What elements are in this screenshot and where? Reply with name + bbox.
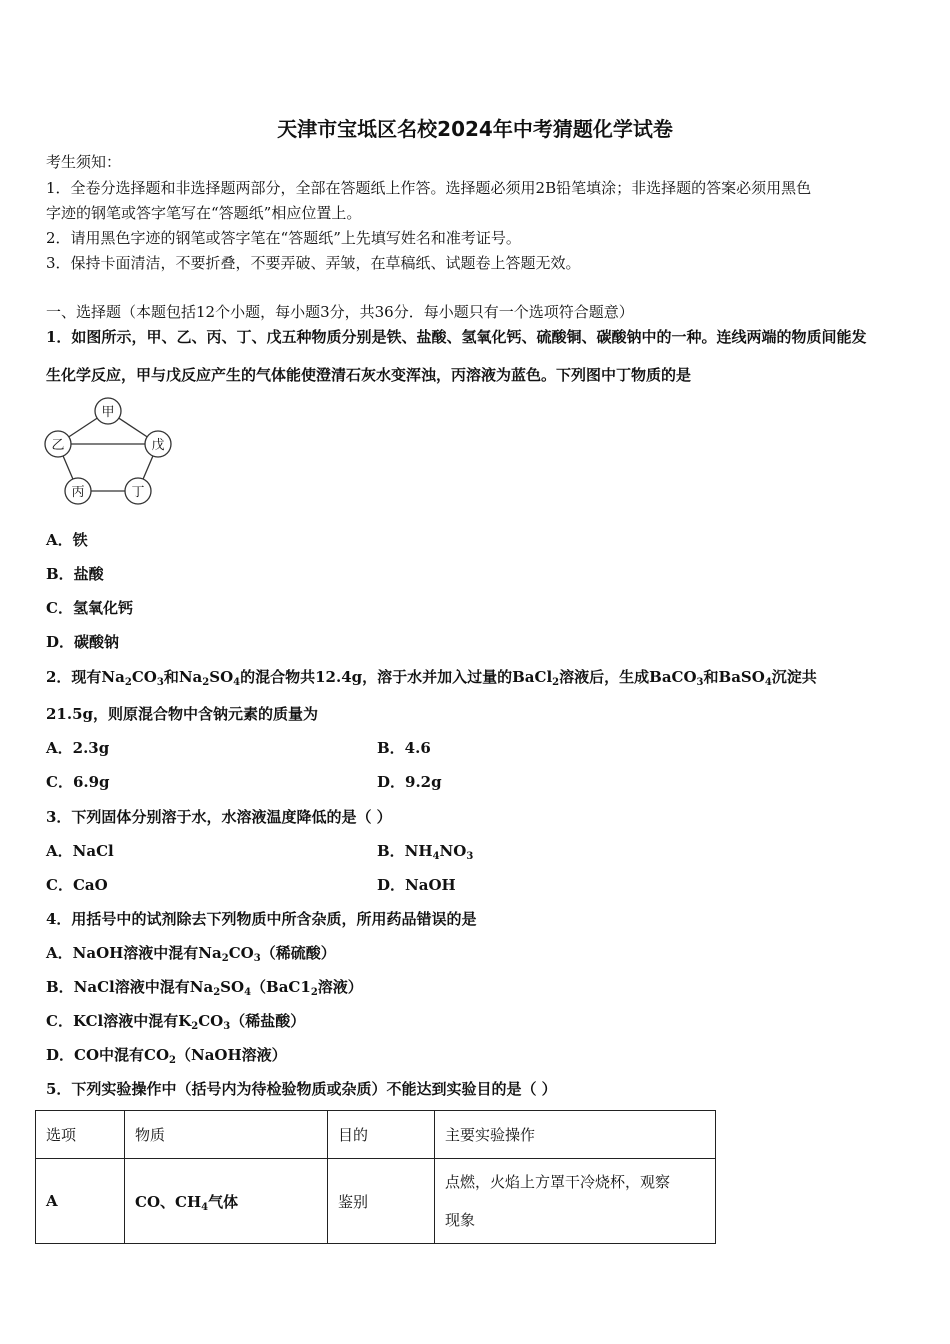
- q1-stem-line1: 1．如图所示，甲、乙、丙、丁、戊五种物质分别是铁、盐酸、氢氧化钙、硫酸铜、碳酸钠中的一种。连线两端的物质间能发: [46, 328, 867, 346]
- node-wu-label: 戊: [151, 438, 165, 453]
- q2-option-d: D．9.2g: [377, 773, 442, 791]
- q4-stem: 4．用括号中的试剂除去下列物质中所含杂质，所用药品错误的是: [46, 910, 477, 928]
- node-bing-label: 丙: [71, 485, 85, 500]
- section-heading: 一、选择题（本题包括12个小题，每小题3分，共36分．每小题只有一个选项符合题意）: [46, 303, 634, 321]
- header-substance: 物质: [125, 1111, 328, 1159]
- header-option: 选项: [36, 1111, 125, 1159]
- notice-item: 字迹的钢笔或答字笔写在“答题纸”相应位置上。: [46, 204, 362, 222]
- cell-operation: 点燃，火焰上方罩干冷烧杯，观察 现象: [435, 1159, 716, 1244]
- q3-option-b: B．$NH_4NO_3$: [377, 842, 474, 862]
- q3-option-a: A．NaCl: [46, 842, 114, 860]
- q3-option-d: D．NaOH: [377, 876, 456, 894]
- q1-stem-line2: 生化学反应，甲与戊反应产生的气体能使澄清石灰水变浑浊，丙溶液为蓝色。下列图中丁物质的是: [46, 366, 692, 384]
- notice-item: 3．保持卡面清洁，不要折叠，不要弄破、弄皱，在草稿纸、试题卷上答题无效。: [46, 254, 581, 272]
- q4-option-a: A．NaOH溶液中混有$Na_2CO_3$（稀硫酸）: [46, 944, 336, 964]
- node-ding-label: 丁: [131, 485, 145, 500]
- cell-substance: CO、$CH_4$气体: [125, 1159, 328, 1244]
- cell-option: A: [36, 1159, 125, 1244]
- node-yi-label: 乙: [51, 438, 65, 453]
- notice-item: 2．请用黑色字迹的钢笔或答字笔在“答题纸”上先填写姓名和准考证号。: [46, 229, 521, 247]
- q2-stem-line2: 21.5g，则原混合物中含钠元素的质量为: [46, 705, 319, 723]
- notice-heading: 考生须知：: [46, 153, 122, 171]
- q2-stem-line1: 2．现有$Na_2CO_3$和$Na_2SO_4$的混合物共12.4g，溶于水并加入过量的BaCl$_2$溶液后，生成BaCO$_3$和BaSO$_4$沉淀共: [46, 668, 817, 688]
- page-title: 天津市宝坻区名校2024年中考猜题化学试卷: [277, 117, 673, 141]
- q1-option-a: A．铁: [46, 531, 88, 549]
- q1-option-b: B．盐酸: [46, 565, 104, 583]
- cell-purpose: 鉴别: [328, 1159, 435, 1244]
- q2-option-c: C．6.9g: [46, 773, 110, 791]
- q2-option-a: A．2.3g: [46, 739, 110, 757]
- node-jia-label: 甲: [101, 405, 115, 420]
- header-operation: 主要实验操作: [435, 1111, 716, 1159]
- notice-item: 1．全卷分选择题和非选择题两部分，全部在答题纸上作答。选择题必须用2B铅笔填涂；非选择题的答案必须用黑色: [46, 179, 812, 197]
- q1-option-d: D．碳酸钠: [46, 633, 120, 651]
- q4-option-c: C．KCl溶液中混有$K_2CO_3$（稀盐酸）: [46, 1012, 306, 1032]
- q1-option-c: C．氢氧化钙: [46, 599, 133, 617]
- q5-table: [35, 1110, 716, 1244]
- reaction-diagram: [40, 395, 190, 510]
- q5-stem: 5．下列实验操作中（括号内为待检验物质或杂质）不能达到实验目的是（ ）: [46, 1080, 557, 1098]
- table-row: [36, 1159, 716, 1244]
- table-header-row: [36, 1111, 716, 1159]
- header-purpose: 目的: [328, 1111, 435, 1159]
- q4-option-b: B．NaCl溶液中混有$Na_2SO_4(BaC1_2$溶液）: [46, 978, 363, 998]
- q4-option-d: D．CO中混有$CO_2(NaOH$溶液）: [46, 1046, 287, 1066]
- q2-option-b: B．4.6: [377, 739, 431, 757]
- q3-option-c: C．CaO: [46, 876, 108, 894]
- q3-stem: 3．下列固体分别溶于水，水溶液温度降低的是（ ）: [46, 808, 392, 826]
